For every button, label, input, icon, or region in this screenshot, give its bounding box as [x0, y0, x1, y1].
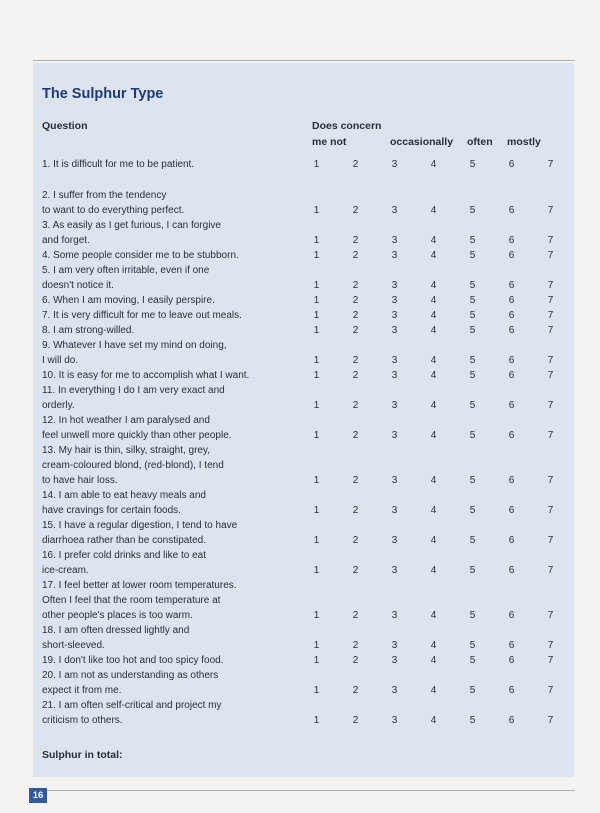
question-line: Often I feel that the room temperature at — [42, 595, 221, 606]
rating-option[interactable]: 2 — [352, 310, 359, 321]
rating-option[interactable]: 2 — [352, 475, 359, 486]
rating-option[interactable]: 5 — [469, 250, 476, 261]
rating-option[interactable]: 3 — [391, 295, 398, 306]
rating-scale — [299, 653, 570, 668]
rating-option[interactable]: 5 — [469, 235, 476, 246]
rating-scale — [299, 308, 570, 323]
question-text — [42, 157, 299, 172]
question-text — [42, 668, 299, 698]
rating-option[interactable]: 2 — [352, 610, 359, 621]
rating-option[interactable]: 1 — [313, 535, 320, 546]
question-row — [42, 338, 570, 368]
question-row — [42, 323, 570, 338]
rating-option[interactable]: 5 — [469, 610, 476, 621]
rating-scale — [299, 503, 570, 518]
occasionally-header: occasionally — [390, 136, 454, 148]
rating-option[interactable]: 6 — [508, 205, 515, 216]
rating-option[interactable]: 4 — [430, 400, 437, 411]
rating-option[interactable]: 2 — [352, 205, 359, 216]
question-line: 12. In hot weather I am paralysed and — [42, 415, 210, 426]
rating-scale — [299, 563, 570, 578]
question-line: 1. It is difficult for me to be patient. — [42, 159, 195, 170]
rating-option[interactable]: 1 — [313, 250, 320, 261]
rating-option[interactable]: 6 — [508, 370, 515, 381]
question-line: criticism to others. — [42, 715, 123, 726]
rating-option[interactable]: 3 — [391, 235, 398, 246]
rating-option[interactable]: 3 — [391, 535, 398, 546]
question-line: 16. I prefer cold drinks and like to eat — [42, 550, 206, 561]
rating-option[interactable]: 6 — [508, 159, 515, 170]
question-line: feel unwell more quickly than other people. — [42, 430, 232, 441]
rating-option[interactable]: 7 — [547, 715, 554, 726]
question-row — [42, 383, 570, 413]
rating-option[interactable]: 2 — [352, 640, 359, 651]
rating-option[interactable]: 4 — [430, 325, 437, 336]
question-line: 17. I feel better at lower room temperatures. — [42, 580, 237, 591]
rating-option[interactable]: 7 — [547, 505, 554, 516]
question-text — [42, 488, 299, 518]
rating-option[interactable]: 2 — [352, 280, 359, 291]
rating-option[interactable]: 7 — [547, 535, 554, 546]
rating-option[interactable]: 7 — [547, 370, 554, 381]
rating-option[interactable]: 6 — [508, 430, 515, 441]
rating-option[interactable]: 7 — [547, 355, 554, 366]
question-text — [42, 653, 299, 668]
rating-option[interactable]: 2 — [352, 430, 359, 441]
question-row — [42, 653, 570, 668]
rating-option[interactable]: 5 — [469, 370, 476, 381]
question-list — [42, 157, 570, 728]
rating-option[interactable]: 3 — [391, 430, 398, 441]
question-line: 10. It is easy for me to accomplish what I want. — [42, 370, 250, 381]
rating-scale — [299, 157, 570, 172]
question-text — [42, 263, 299, 293]
rating-scale — [299, 683, 570, 698]
rating-option[interactable]: 6 — [508, 655, 515, 666]
question-line: other people's places is too warm. — [42, 610, 193, 621]
rating-scale — [299, 368, 570, 383]
question-text — [42, 368, 299, 383]
question-line: 15. I have a regular digestion, I tend to have — [42, 520, 238, 531]
rating-option[interactable]: 7 — [547, 250, 554, 261]
rating-option[interactable]: 6 — [508, 565, 515, 576]
rating-option[interactable]: 2 — [352, 370, 359, 381]
question-line: 14. I am able to eat heavy meals and — [42, 490, 206, 501]
rating-option[interactable]: 5 — [469, 685, 476, 696]
rating-option[interactable]: 5 — [469, 535, 476, 546]
question-row — [42, 548, 570, 578]
question-row — [42, 218, 570, 248]
question-line: 5. I am very often irritable, even if one — [42, 265, 210, 276]
rating-option[interactable]: 6 — [508, 235, 515, 246]
rating-option[interactable]: 6 — [508, 250, 515, 261]
rating-option[interactable]: 2 — [352, 505, 359, 516]
rating-option[interactable]: 4 — [430, 685, 437, 696]
question-text — [42, 443, 299, 488]
question-line: orderly. — [42, 400, 75, 411]
question-text — [42, 308, 299, 323]
rating-option[interactable]: 2 — [352, 250, 359, 261]
rating-option[interactable]: 4 — [430, 310, 437, 321]
me-not-header: me not — [312, 136, 347, 148]
rating-option[interactable]: 3 — [391, 310, 398, 321]
question-row — [42, 413, 570, 443]
rating-option[interactable]: 3 — [391, 565, 398, 576]
rating-option[interactable]: 7 — [547, 565, 554, 576]
question-line: 3. As easily as I get furious, I can forgive — [42, 220, 221, 231]
question-text — [42, 578, 299, 623]
rating-option[interactable]: 6 — [508, 355, 515, 366]
rating-option[interactable]: 4 — [430, 640, 437, 651]
question-line: 20. I am not as understanding as others — [42, 670, 219, 681]
question-line: 6. When I am moving, I easily perspire. — [42, 295, 215, 306]
rating-option[interactable]: 4 — [430, 535, 437, 546]
question-text — [42, 383, 299, 413]
rating-option[interactable]: 6 — [508, 610, 515, 621]
rating-option[interactable]: 5 — [469, 475, 476, 486]
rating-option[interactable]: 7 — [547, 655, 554, 666]
question-row — [42, 623, 570, 653]
rating-scale — [299, 353, 570, 368]
rating-scale — [299, 398, 570, 413]
rating-option[interactable]: 7 — [547, 400, 554, 411]
rating-scale — [299, 323, 570, 338]
rating-option[interactable]: 7 — [547, 280, 554, 291]
question-text — [42, 518, 299, 548]
page-number: 16 — [29, 788, 47, 803]
mostly-header: mostly — [507, 136, 541, 148]
rating-scale — [299, 473, 570, 488]
question-line: 18. I am often dressed lightly and — [42, 625, 190, 636]
rating-option[interactable]: 3 — [391, 610, 398, 621]
question-text — [42, 623, 299, 653]
question-line: to have hair loss. — [42, 475, 118, 486]
question-row — [42, 308, 570, 323]
rating-option[interactable]: 7 — [547, 640, 554, 651]
question-line: 13. My hair is thin, silky, straight, grey, — [42, 445, 211, 456]
question-line: ice-cream. — [42, 565, 89, 576]
rating-option[interactable]: 1 — [313, 430, 320, 441]
rating-option[interactable]: 6 — [508, 475, 515, 486]
rating-option[interactable]: 7 — [547, 235, 554, 246]
rating-option[interactable]: 4 — [430, 565, 437, 576]
rating-option[interactable]: 1 — [313, 280, 320, 291]
rating-option[interactable]: 6 — [508, 325, 515, 336]
rating-option[interactable]: 6 — [508, 640, 515, 651]
question-line: I will do. — [42, 355, 79, 366]
rating-option[interactable]: 6 — [508, 505, 515, 516]
question-line: 19. I don't like too hot and too spicy food. — [42, 655, 224, 666]
rating-option[interactable]: 5 — [469, 205, 476, 216]
rating-option[interactable]: 5 — [469, 280, 476, 291]
rating-option[interactable]: 4 — [430, 430, 437, 441]
rating-option[interactable]: 2 — [352, 400, 359, 411]
question-line: to want to do everything perfect. — [42, 205, 185, 216]
rating-option[interactable]: 7 — [547, 205, 554, 216]
question-row — [42, 518, 570, 548]
bottom-rule — [33, 790, 575, 791]
top-rule — [33, 60, 575, 61]
rating-option[interactable]: 4 — [430, 295, 437, 306]
rating-option[interactable]: 7 — [547, 310, 554, 321]
rating-option[interactable]: 2 — [352, 565, 359, 576]
rating-option[interactable]: 3 — [391, 475, 398, 486]
rating-option[interactable]: 5 — [469, 159, 476, 170]
rating-option[interactable]: 1 — [313, 295, 320, 306]
rating-option[interactable]: 5 — [469, 430, 476, 441]
question-text — [42, 548, 299, 578]
rating-option[interactable]: 7 — [547, 325, 554, 336]
question-row — [42, 248, 570, 263]
rating-option[interactable]: 4 — [430, 715, 437, 726]
rating-option[interactable]: 3 — [391, 640, 398, 651]
question-row — [42, 578, 570, 623]
rating-scale — [299, 233, 570, 248]
rating-option[interactable]: 2 — [352, 295, 359, 306]
rating-option[interactable]: 4 — [430, 235, 437, 246]
rating-option[interactable]: 7 — [547, 610, 554, 621]
rating-option[interactable]: 6 — [508, 310, 515, 321]
rating-option[interactable]: 1 — [313, 610, 320, 621]
question-text — [42, 698, 299, 728]
rating-option[interactable]: 1 — [313, 400, 320, 411]
rating-option[interactable]: 3 — [391, 685, 398, 696]
rating-option[interactable]: 7 — [547, 295, 554, 306]
question-row — [42, 188, 570, 218]
rating-scale — [299, 608, 570, 623]
question-line: 11. In everything I do I am very exact and — [42, 385, 225, 396]
rating-option[interactable]: 5 — [469, 310, 476, 321]
rating-option[interactable]: 4 — [430, 610, 437, 621]
question-text — [42, 413, 299, 443]
question-row — [42, 488, 570, 518]
rating-option[interactable]: 1 — [313, 655, 320, 666]
rating-option[interactable]: 7 — [547, 475, 554, 486]
rating-option[interactable]: 1 — [313, 310, 320, 321]
rating-option[interactable]: 5 — [469, 400, 476, 411]
rating-option[interactable]: 4 — [430, 370, 437, 381]
rating-option[interactable]: 5 — [469, 655, 476, 666]
question-line: 21. I am often self-critical and project my — [42, 700, 222, 711]
question-row — [42, 157, 570, 172]
question-row — [42, 443, 570, 488]
rating-option[interactable]: 3 — [391, 159, 398, 170]
rating-option[interactable]: 1 — [313, 205, 320, 216]
question-text — [42, 188, 299, 218]
rating-option[interactable]: 1 — [313, 475, 320, 486]
rating-option[interactable]: 5 — [469, 640, 476, 651]
rating-scale — [299, 203, 570, 218]
rating-option[interactable]: 6 — [508, 295, 515, 306]
rating-option[interactable]: 3 — [391, 250, 398, 261]
question-row — [42, 368, 570, 383]
rating-option[interactable]: 4 — [430, 159, 437, 170]
rating-option[interactable]: 2 — [352, 159, 359, 170]
rating-option[interactable]: 2 — [352, 355, 359, 366]
rating-option[interactable]: 1 — [313, 159, 320, 170]
question-line: cream-coloured blond, (red-blond), I tend — [42, 460, 224, 471]
question-line: diarrhoea rather than be constipated. — [42, 535, 206, 546]
question-text — [42, 338, 299, 368]
does-concern-header: Does concern — [312, 120, 382, 132]
rating-option[interactable]: 4 — [430, 475, 437, 486]
rating-option[interactable]: 1 — [313, 715, 320, 726]
rating-option[interactable]: 7 — [547, 685, 554, 696]
rating-option[interactable]: 6 — [508, 400, 515, 411]
rating-option[interactable]: 2 — [352, 685, 359, 696]
question-text — [42, 218, 299, 248]
question-row — [42, 698, 570, 728]
rating-option[interactable]: 1 — [313, 505, 320, 516]
rating-scale — [299, 293, 570, 308]
rating-option[interactable]: 6 — [508, 715, 515, 726]
total-label: Sulphur in total: — [42, 749, 123, 761]
question-row — [42, 668, 570, 698]
rating-option[interactable]: 3 — [391, 400, 398, 411]
question-line: 4. Some people consider me to be stubborn. — [42, 250, 239, 261]
question-line: and forget. — [42, 235, 90, 246]
rating-option[interactable]: 7 — [547, 430, 554, 441]
rating-option[interactable]: 2 — [352, 535, 359, 546]
rating-option[interactable]: 5 — [469, 325, 476, 336]
rating-option[interactable]: 4 — [430, 250, 437, 261]
rating-scale — [299, 248, 570, 263]
rating-option[interactable]: 7 — [547, 159, 554, 170]
question-line: 9. Whatever I have set my mind on doing, — [42, 340, 227, 351]
question-line: 2. I suffer from the tendency — [42, 190, 167, 201]
question-line: expect it from me. — [42, 685, 122, 696]
rating-option[interactable]: 6 — [508, 535, 515, 546]
question-line: short-sleeved. — [42, 640, 105, 651]
rating-option[interactable]: 2 — [352, 325, 359, 336]
rating-scale — [299, 428, 570, 443]
rating-option[interactable]: 6 — [508, 280, 515, 291]
rating-option[interactable]: 3 — [391, 370, 398, 381]
rating-option[interactable]: 5 — [469, 295, 476, 306]
section-title: The Sulphur Type — [42, 86, 164, 102]
rating-option[interactable]: 3 — [391, 715, 398, 726]
rating-option[interactable]: 1 — [313, 640, 320, 651]
questionnaire-panel — [33, 63, 574, 777]
rating-option[interactable]: 3 — [391, 655, 398, 666]
question-line: 7. It is very difficult for me to leave out meals. — [42, 310, 242, 321]
often-header: often — [467, 136, 493, 148]
rating-option[interactable]: 5 — [469, 505, 476, 516]
rating-option[interactable]: 1 — [313, 370, 320, 381]
rating-option[interactable]: 1 — [313, 685, 320, 696]
rating-option[interactable]: 1 — [313, 355, 320, 366]
question-line: 8. I am strong-willed. — [42, 325, 135, 336]
rating-scale — [299, 278, 570, 293]
rating-option[interactable]: 6 — [508, 685, 515, 696]
rating-option[interactable]: 1 — [313, 325, 320, 336]
rating-scale — [299, 533, 570, 548]
rating-option[interactable]: 2 — [352, 655, 359, 666]
rating-option[interactable]: 5 — [469, 715, 476, 726]
rating-option[interactable]: 5 — [469, 355, 476, 366]
rating-option[interactable]: 5 — [469, 565, 476, 576]
rating-scale — [299, 713, 570, 728]
question-text — [42, 248, 299, 263]
rating-option[interactable]: 3 — [391, 325, 398, 336]
rating-option[interactable]: 4 — [430, 205, 437, 216]
rating-option[interactable]: 3 — [391, 280, 398, 291]
question-row — [42, 293, 570, 308]
rating-option[interactable]: 3 — [391, 355, 398, 366]
rating-option[interactable]: 2 — [352, 235, 359, 246]
rating-option[interactable]: 4 — [430, 655, 437, 666]
question-text — [42, 323, 299, 338]
rating-option[interactable]: 1 — [313, 235, 320, 246]
rating-scale — [299, 638, 570, 653]
rating-option[interactable]: 3 — [391, 505, 398, 516]
rating-option[interactable]: 4 — [430, 280, 437, 291]
rating-option[interactable]: 4 — [430, 355, 437, 366]
question-header: Question — [42, 120, 88, 132]
question-row — [42, 263, 570, 293]
rating-option[interactable]: 4 — [430, 505, 437, 516]
question-line: have cravings for certain foods. — [42, 505, 181, 516]
question-text — [42, 293, 299, 308]
rating-option[interactable]: 2 — [352, 715, 359, 726]
rating-option[interactable]: 1 — [313, 565, 320, 576]
question-line: doesn't notice it. — [42, 280, 114, 291]
rating-option[interactable]: 3 — [391, 205, 398, 216]
